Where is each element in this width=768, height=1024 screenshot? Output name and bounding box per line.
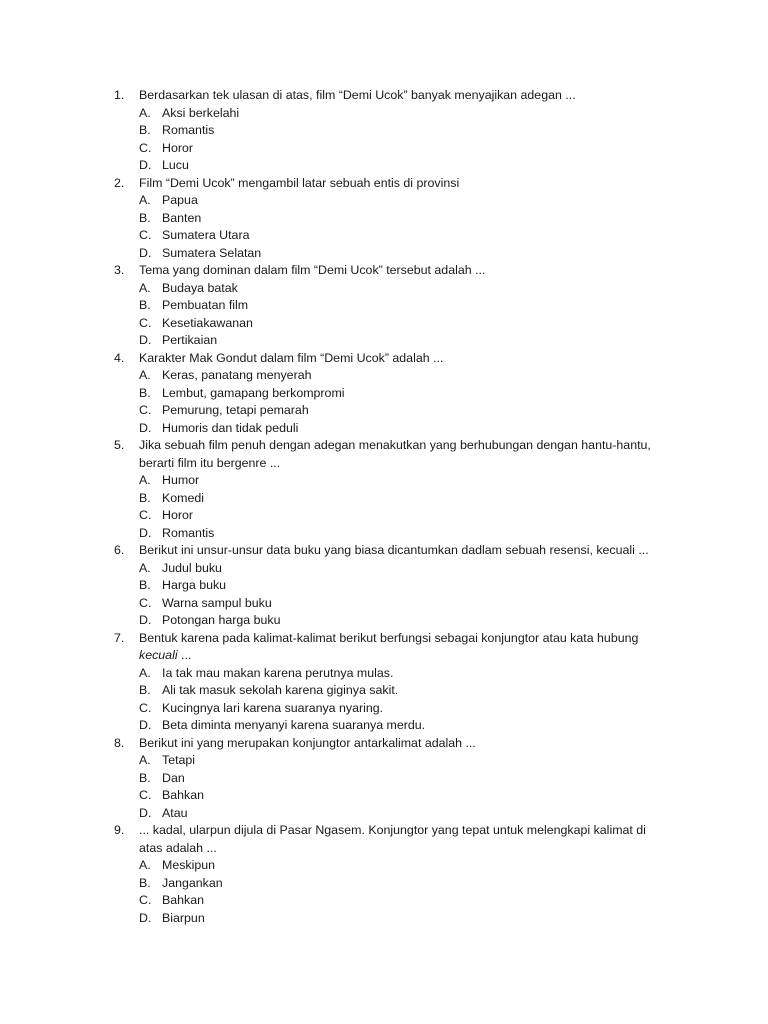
- question-line: [114, 437, 714, 455]
- option-letter: B.: [139, 210, 151, 225]
- question-text: Tema yang dominan dalam film “Demi Ucok” tersebut adalah ...: [139, 263, 486, 277]
- option-letter: A.: [139, 105, 151, 120]
- question-line: [114, 822, 714, 840]
- option-text: Pembuatan film: [162, 298, 249, 312]
- option-letter: B.: [139, 875, 151, 890]
- answer-option: [114, 612, 714, 630]
- option-text: Kucingnya lari karena suaranya nyaring.: [162, 700, 384, 715]
- option-text: Horor: [162, 140, 193, 155]
- option-letter: D.: [139, 718, 152, 732]
- answer-option: [114, 385, 714, 403]
- question-item: [114, 822, 714, 927]
- option-text: Bahkan: [162, 893, 205, 907]
- option-text: Potongan harga buku: [162, 613, 281, 627]
- answer-option: [114, 805, 714, 823]
- answer-option: [114, 245, 714, 263]
- option-text: Banten: [162, 210, 202, 225]
- answer-option: [114, 157, 714, 175]
- option-letter: D.: [139, 910, 152, 925]
- option-text: Meskipun: [162, 858, 216, 872]
- option-letter: D.: [139, 525, 152, 540]
- option-letter: D.: [139, 613, 152, 627]
- option-text: Harga buku: [162, 578, 227, 592]
- answer-option: [114, 525, 714, 543]
- option-text: Horor: [162, 508, 193, 522]
- option-text: Humoris dan tidak peduli: [162, 420, 299, 435]
- option-letter: A.: [139, 753, 151, 767]
- answer-option: [114, 875, 714, 893]
- question-text: atas adalah ...: [139, 840, 217, 855]
- question-text: [139, 647, 191, 665]
- question-number: 2.: [114, 175, 125, 190]
- question-item: [114, 630, 714, 735]
- option-text: Ia tak mau makan karena perutnya mulas.: [162, 665, 394, 680]
- answer-option: [114, 577, 714, 595]
- question-line: [114, 87, 714, 105]
- answer-option: [114, 507, 714, 525]
- answer-option: [114, 857, 714, 875]
- question-line: [114, 542, 714, 560]
- option-text: Budaya batak: [162, 280, 238, 295]
- question-text: Film “Demi Ucok” mengambil latar sebuah entis di provinsi: [139, 175, 460, 190]
- answer-option: [114, 297, 714, 315]
- question-list: [114, 87, 714, 927]
- option-letter: C.: [139, 228, 152, 242]
- option-text: Humor: [162, 473, 200, 487]
- answer-option: [114, 595, 714, 613]
- answer-option: [114, 787, 714, 805]
- question-line: [114, 647, 714, 665]
- option-letter: A.: [139, 280, 151, 295]
- option-letter: B.: [139, 385, 151, 400]
- answer-option: [114, 682, 714, 700]
- option-letter: D.: [139, 333, 152, 347]
- option-text: Jangankan: [162, 875, 223, 890]
- answer-option: [114, 472, 714, 490]
- option-letter: A.: [139, 368, 151, 382]
- answer-option: [114, 140, 714, 158]
- option-text: Atau: [162, 805, 188, 820]
- answer-option: [114, 752, 714, 770]
- option-text: Romantis: [162, 123, 215, 137]
- option-text: Judul buku: [162, 560, 222, 575]
- option-text: Warna sampul buku: [162, 595, 272, 610]
- question-line: [114, 350, 714, 368]
- option-letter: A.: [139, 193, 151, 207]
- question-line: [114, 735, 714, 753]
- answer-option: [114, 420, 714, 438]
- option-text: Kesetiakawanan: [162, 315, 253, 330]
- question-number: 9.: [114, 823, 125, 837]
- answer-option: [114, 367, 714, 385]
- answer-option: [114, 402, 714, 420]
- question-item: [114, 437, 714, 542]
- answer-option: [114, 665, 714, 683]
- question-text: berarti film itu bergenre ...: [139, 455, 281, 470]
- question-text: Berikut ini unsur-unsur data buku yang biasa dicantumkan dadlam sebuah resensi, kecuali ...: [139, 543, 649, 557]
- question-text: ... kadal, ularpun dijula di Pasar Ngasem. Konjungtor yang tepat untuk melengkapi kalimat di: [139, 823, 646, 837]
- option-text: Sumatera Selatan: [162, 245, 262, 260]
- option-letter: A.: [139, 560, 151, 575]
- question-text: Berdasarkan tek ulasan di atas, film “Demi Ucok” banyak menyajikan adegan ...: [139, 88, 576, 102]
- option-text: Tetapi: [162, 753, 196, 767]
- option-text: Keras, panatang menyerah: [162, 368, 312, 382]
- option-text: Bahkan: [162, 788, 205, 802]
- answer-option: [114, 315, 714, 333]
- answer-option: [114, 490, 714, 508]
- question-number: 5.: [114, 438, 125, 452]
- answer-option: [114, 770, 714, 788]
- option-letter: D.: [139, 420, 152, 435]
- option-letter: C.: [139, 140, 152, 155]
- answer-option: [114, 105, 714, 123]
- option-text: Romantis: [162, 525, 215, 540]
- answer-option: [114, 332, 714, 350]
- question-number: 3.: [114, 263, 125, 277]
- option-letter: B.: [139, 298, 151, 312]
- option-letter: B.: [139, 683, 151, 697]
- option-text: Komedi: [162, 490, 205, 505]
- option-text: Lembut, gamapang berkompromi: [162, 385, 345, 400]
- option-letter: D.: [139, 245, 152, 260]
- option-letter: C.: [139, 788, 152, 802]
- question-number: 8.: [114, 735, 125, 750]
- option-letter: B.: [139, 770, 151, 785]
- option-letter: C.: [139, 315, 152, 330]
- question-text: Bentuk karena pada kalimat-kalimat berikut berfungsi sebagai konjungtor atau kata hubung: [139, 630, 639, 645]
- question-item: [114, 542, 714, 630]
- answer-option: [114, 227, 714, 245]
- option-text: Lucu: [162, 158, 189, 172]
- option-text: Papua: [162, 193, 198, 207]
- answer-option: [114, 910, 714, 928]
- option-text: Dan: [162, 770, 185, 785]
- option-letter: D.: [139, 158, 152, 172]
- question-item: [114, 262, 714, 350]
- option-letter: A.: [139, 473, 151, 487]
- option-letter: A.: [139, 858, 151, 872]
- question-line: [114, 262, 714, 280]
- question-number: 6.: [114, 543, 125, 557]
- answer-option: [114, 122, 714, 140]
- question-line: [114, 175, 714, 193]
- question-number: 4.: [114, 350, 125, 365]
- question-text: Berikut ini yang merupakan konjungtor antarkalimat adalah ...: [139, 735, 476, 750]
- question-text: Karakter Mak Gondut dalam film “Demi Ucok” adalah ...: [139, 350, 444, 365]
- option-letter: C.: [139, 700, 152, 715]
- option-letter: C.: [139, 595, 152, 610]
- question-text-tail: ...: [177, 648, 192, 662]
- answer-option: [114, 280, 714, 298]
- question-line: [114, 455, 714, 473]
- option-text: Ali tak masuk sekolah karena giginya sakit.: [162, 683, 399, 697]
- answer-option: [114, 560, 714, 578]
- question-emphasis: kecuali: [139, 648, 178, 662]
- answer-option: [114, 192, 714, 210]
- question-item: [114, 175, 714, 263]
- option-letter: C.: [139, 403, 152, 417]
- option-letter: C.: [139, 508, 152, 522]
- answer-option: [114, 892, 714, 910]
- option-letter: D.: [139, 805, 152, 820]
- option-letter: A.: [139, 665, 151, 680]
- option-letter: B.: [139, 123, 151, 137]
- option-text: Pemurung, tetapi pemarah: [162, 403, 309, 417]
- question-item: [114, 87, 714, 175]
- option-letter: B.: [139, 578, 151, 592]
- question-line: [114, 630, 714, 648]
- answer-option: [114, 717, 714, 735]
- question-text: Jika sebuah film penuh dengan adegan menakutkan yang berhubungan dengan hantu-hantu,: [139, 438, 651, 452]
- option-text: Beta diminta menyanyi karena suaranya merdu.: [162, 718, 426, 732]
- question-item: [114, 350, 714, 438]
- answer-option: [114, 210, 714, 228]
- option-letter: C.: [139, 893, 152, 907]
- option-text: Pertikaian: [162, 333, 218, 347]
- answer-option: [114, 700, 714, 718]
- question-number: 1.: [114, 88, 125, 102]
- question-number: 7.: [114, 630, 125, 645]
- option-text: Aksi berkelahi: [162, 105, 240, 120]
- question-line: [114, 840, 714, 858]
- option-text: Sumatera Utara: [162, 228, 250, 242]
- question-item: [114, 735, 714, 823]
- option-text: Biarpun: [162, 910, 205, 925]
- option-letter: B.: [139, 490, 151, 505]
